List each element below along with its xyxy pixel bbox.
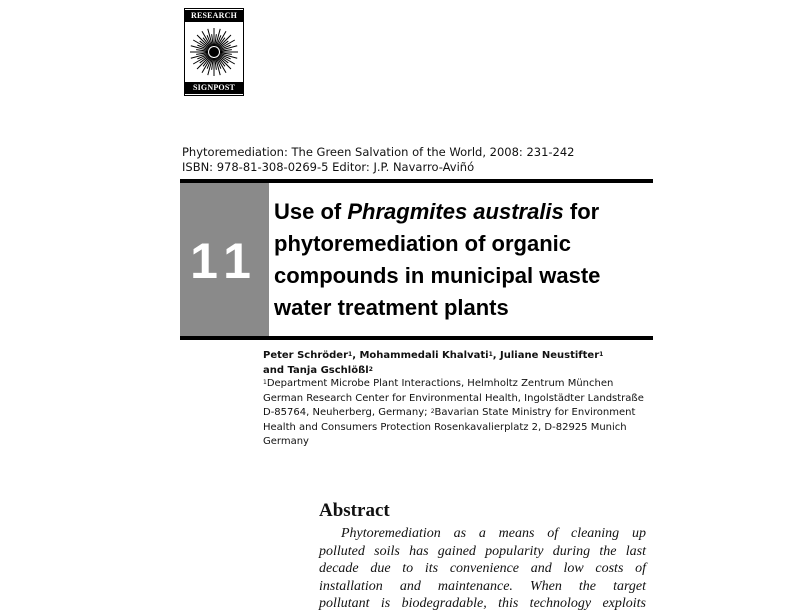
affiliations [263,377,644,450]
affiliation-mark: 1 [263,379,267,386]
title-line-2: phytoremediation of organic [274,231,572,256]
abstract-line: polluted soils has gained popularity during the last [319,543,646,559]
affiliation-mark: 1 [488,351,493,358]
affiliation-line: Health and Consumers Protection Rosenkavalierplatz 2, D-82925 Munich [263,421,627,433]
title-bottom-rule [180,336,653,340]
book-citation: Phytoremediation: The Green Salvation of the World, 2008: 231-242 [182,145,575,159]
affiliation-line [263,406,644,421]
author-line-1 [263,348,603,363]
species-name: Phragmites australis [347,199,564,224]
title-text: for [563,199,600,224]
title-line-3: compounds in municipal waste [274,263,601,288]
affiliation-text: Bavarian State Ministry for Environment [434,407,636,419]
abstract-line: pollutant is biodegradable, this technology exploits [319,596,646,611]
abstract-body [319,525,646,613]
affiliation-mark: 2 [368,366,373,373]
affiliation-mark: 1 [599,351,604,358]
affiliation-text: D-85764, Neuherberg, Germany; [263,407,431,419]
author-name: , Mohammedali Khalvati [352,350,489,361]
logo-bottom-text: SIGNPOST [185,82,243,94]
sunburst-icon [185,22,243,82]
title-line-4: water treatment plants [274,295,509,320]
author-list [263,348,603,378]
affiliation-line: German Research Center for Environmental Health, Ingolstädter Landstraße [263,392,644,404]
abstract-heading: Abstract [319,500,390,521]
author-name: Peter Schröder [263,350,349,361]
affiliation-mark: 2 [430,408,435,416]
author-line-2 [263,363,603,378]
logo-top-text: RESEARCH [185,10,243,22]
chapter-title [274,196,654,324]
author-name: and Tanja Gschlößl [263,365,369,376]
title-line-1 [274,196,654,228]
affiliation-mark: 1 [348,351,353,358]
abstract-line: Phytoremediation as a means of cleaning up [341,526,646,541]
affiliation-text: Department Microbe Plant Interactions, Helmholtz Zentrum München [266,378,614,389]
abstract-line: installation and maintenance. When the target [319,578,646,594]
chapter-number: 11 [190,233,259,289]
affiliation-line [263,377,644,392]
author-name: , Juliane Neustifter [492,350,600,361]
publisher-logo [184,8,244,96]
affiliation-line: Germany [263,436,309,448]
chapter-number-box [180,183,269,336]
title-text: Use of [274,199,348,224]
abstract-line: decade due to its convenience and low costs of [319,561,646,576]
book-isbn-editor: ISBN: 978-81-308-0269-5 Editor: J.P. Navarro-Aviñó [182,160,475,174]
